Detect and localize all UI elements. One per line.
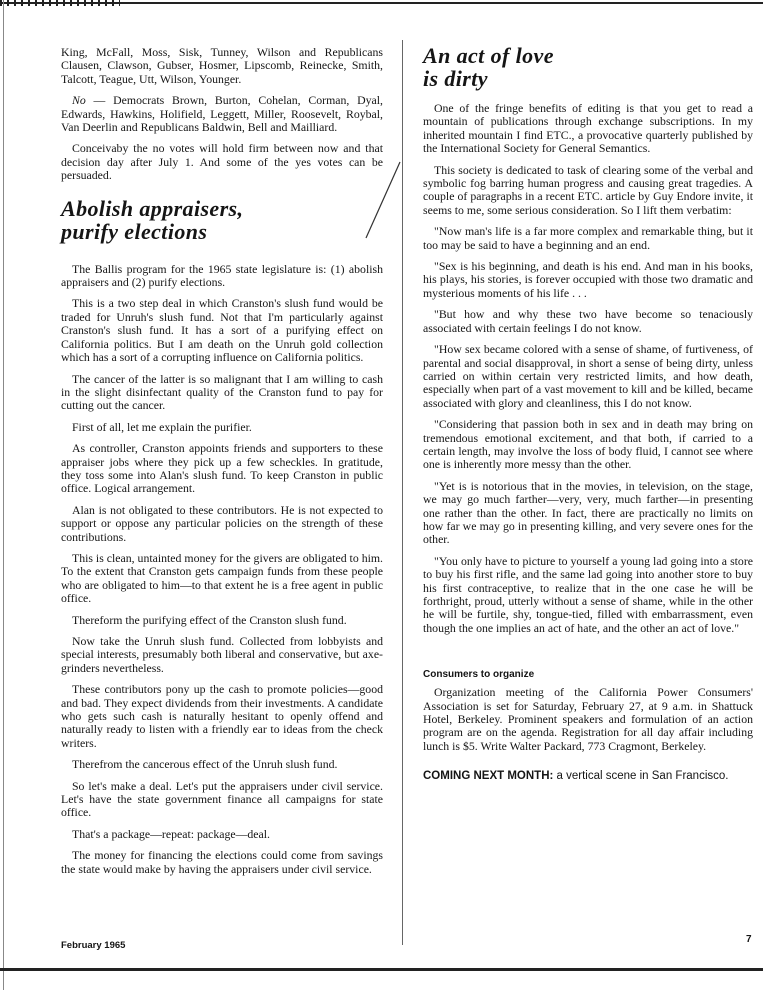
body-paragraph: Therefrom the cancerous effect of the Unruh slush fund.: [72, 757, 338, 772]
top-rule: [0, 2, 763, 4]
body-paragraph: This society is dedicated to task of clearing some of the verbal and symbolic fog barring human progress and causing great tragedies. A couple of paragraphs in a recent ETC. article by Guy Endore invite, it seems to me, some serious consideration. So I lift them verbatim:: [423, 162, 753, 217]
body-paragraph: As controller, Cranston appoints friends and supporters to these appraiser jobs where they pick up a few scheckles. In gratitude, they toss some into Alan's slush fund. To keep Cranston in public office. Logical arrangement.: [61, 441, 383, 496]
coming-next-month: [423, 769, 753, 783]
body-paragraph: That's a package—repeat: package—deal.: [72, 826, 270, 841]
column-divider: [402, 40, 403, 945]
body-paragraph: Thereform the purifying effect of the Cranston slush fund.: [72, 612, 347, 627]
coming-next-month-text: a vertical scene in San Francisco.: [553, 770, 729, 783]
consumers-paragraph: Organization meeting of the California Power Consumers' Association is set for Saturday, February 27, at 9 a.m. in Shattuck Hotel, Berkeley. Prominent speakers and formulation of an action program are on the agenda. Registration for all day affair including lunch is $5. Write Walter Packard, 773 Cragmont, Berkeley.: [423, 685, 753, 753]
no-votes-label: No: [72, 93, 86, 108]
quote-paragraph: "Considering that passion both in sex and in death may bring on tremendous emotional excitement, and that both, if carried to a certain length, may involve the loss of body fluid, I cannot see where one is inherently more messy than the other.: [423, 417, 753, 472]
body-paragraph: Now take the Unruh slush fund. Collected from lobbyists and special interests, presumably both liberal and conservative, but axe-grinders nevertheless.: [61, 634, 383, 675]
intro-paragraph: King, McFall, Moss, Sisk, Tunney, Wilson and Republicans Clausen, Clawson, Gubser, Hosmer, Lipscomb, Reinecke, Smith, Talcott, Teague, Utt, Wilson, Younger.: [61, 45, 383, 86]
body-paragraph: These contributors pony up the cash to promote policies—good and bad. They expect dividends from their investments. A candidate who gets such cash is naturally hesitant to openly offend and naturally ready to listen with a friendly ear to ideas from the check writers.: [61, 682, 383, 750]
body-paragraph: This is a two step deal in which Cranston's slush fund would be traded for Unruh's slush fund. Not that I'm particularly against Cranston's slush fund. It has a sort of a purifying effect on California politics. But I am death on the Unruh gold collection which has a sort of a corrupting influence on California politics.: [61, 296, 383, 365]
heading-line: purify elections: [61, 218, 208, 244]
quote-paragraph: "Yet is is notorious that in the movies, in television, on the stage, we may go much farther—very, very, much farther—in presenting one rather than the other. In fact, there are practically no limits on how far we may go in presenting killing, and very severe ones for the other.: [423, 478, 753, 547]
body-paragraph: The Ballis program for the 1965 state legislature is: (1) abolish appraisers and (2) purify elections.: [61, 261, 383, 290]
no-votes-text: Democrats Brown, Burton, Cohelan, Corman, Dyal, Edwards, Hawkins, Holifield, Leggett, Miller, Roosevelt, Roybal, Van Deerlin and Republicans Baldwin, Bell and Mailliard.: [61, 93, 383, 135]
body-paragraph: One of the fringe benefits of editing is that you get to read a mountain of publications through exchange subscriptions. In my inherited mountain I find ETC., a provocative quarterly published by the International Society for General Semantics.: [423, 101, 753, 156]
right-column: [423, 44, 753, 791]
article-heading-act-of-love: [423, 44, 753, 90]
body-paragraph: The cancer of the latter is so malignant that I am willing to cash in the slight disinfectant quality of the Cranston fund to pay for cutting out the cancer.: [61, 371, 383, 413]
quote-paragraph: "How sex became colored with a sense of shame, of furtiveness, of parental and social disapproval, in short a sense of being dirty, unless carried on within certain very restricted limits, and how death, especially when part of a vast movement to kill and be killed, became associated with glory and cleanliness, this I do not know.: [423, 342, 753, 410]
heading-line: is dirty: [423, 66, 488, 91]
bottom-rule: [0, 968, 763, 971]
quote-paragraph: "Now man's life is a far more complex and remarkable thing, but it too may be said to have a beginning and an end.: [423, 224, 753, 252]
left-page-edge: [3, 0, 4, 990]
heading-line: Abolish appraisers,: [61, 195, 244, 221]
coming-next-month-label: COMING NEXT MONTH:: [423, 770, 554, 783]
issue-date: February 1965: [61, 940, 126, 951]
no-votes-paragraph: [61, 94, 383, 134]
no-votes-dash: —: [85, 93, 114, 108]
quote-paragraph: "You only have to picture to yourself a young lad going into a store to buy his first rifle, and the same lad going into another store to buy his first contraceptive, to realize that in the one case he will be forthright, proud, utterly without a sense of shame, while in the other he will be furtile, shy, tongue-tied, filled with embarrassment, even though the one implies an act of hate, and the other an act of love.": [423, 553, 753, 635]
page-number: 7: [746, 934, 752, 945]
left-column: [61, 46, 383, 884]
body-paragraph: First of all, let me explain the purifier.: [72, 419, 252, 434]
quote-paragraph: "Sex is his beginning, and death is his end. And man in his books, his plays, his stories, is forever occupied with those two dramatic and mysterious moments of his life . . .: [423, 259, 753, 300]
body-paragraph: Alan is not obligated to these contributors. He is not expected to support or oppose any particular policies on the strength of these contributions.: [61, 502, 383, 544]
body-paragraph: The money for financing the elections could come from savings the state would make by having the appraisers under civil service.: [61, 848, 383, 876]
article-heading-abolish-appraisers: [61, 197, 383, 243]
heading-line: An act of love: [423, 43, 554, 68]
body-paragraph: This is clean, untainted money for the givers are obligated to him. To the extent that Cranston gets campaign funds from these people who are obligated to him—to that extent he is a free agent in public office.: [61, 550, 383, 606]
consumers-heading: Consumers to organize: [423, 669, 535, 681]
quote-paragraph: "But how and why these two have become so tenaciously associated with certain feelings I do not know.: [423, 307, 753, 335]
body-paragraph: So let's make a deal. Let's put the appraisers under civil service. Let's have the state government finance all campaigns for state office.: [61, 778, 383, 820]
intro-paragraph: Conceivaby the no votes will hold firm between now and that decision day after July 1. And some of the yes votes can be persuaded.: [61, 141, 383, 183]
